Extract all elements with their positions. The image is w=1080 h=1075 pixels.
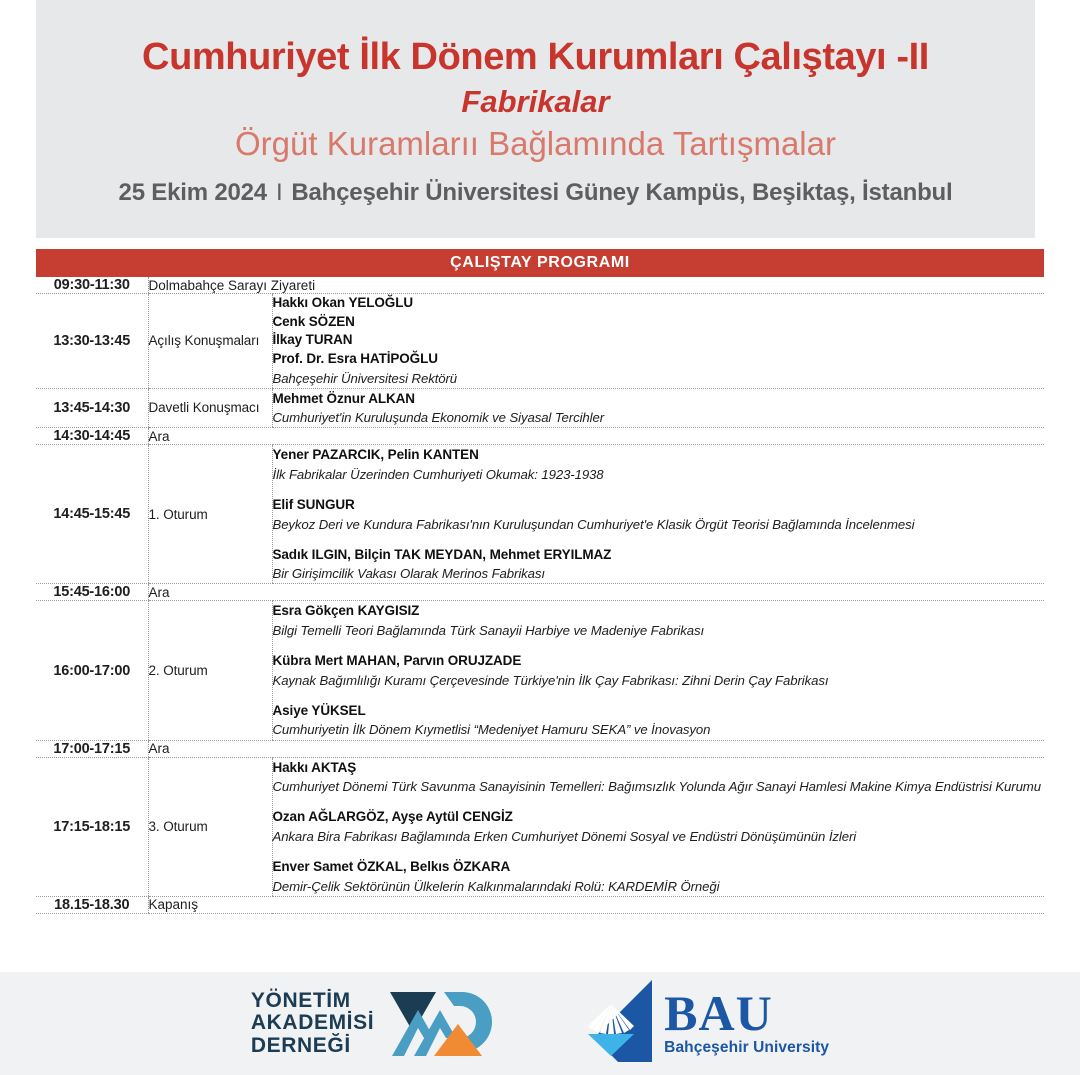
yad-line-2: AKADEMİSİ [250, 1011, 375, 1035]
talk-entry [273, 807, 1045, 846]
bau-acronym: BAU [664, 984, 773, 1041]
row-label: Ara [148, 584, 1044, 601]
row-detail [272, 445, 1044, 584]
row-time: 13:45-14:30 [36, 388, 148, 428]
row-label: Dolmabahçe Sarayı Ziyareti [148, 277, 1044, 294]
table-row [36, 277, 1044, 294]
talk-title: İlk Fabrikalar Üzerinden Cumhuriyeti Okumak: 1923-1938 [272, 466, 604, 482]
table-row [36, 601, 1044, 740]
speaker-name: Mehmet Öznur ALKAN [272, 390, 415, 406]
row-time: 14:45-15:45 [36, 445, 148, 584]
yad-emblem-icon [384, 988, 492, 1060]
talk-title: Kaynak Bağımlılığı Kuramı Çerçevesinde Türkiye'nin İlk Çay Fabrikası: Zihni Derin Çay Fabrikası [272, 672, 829, 688]
row-kind: 3. Oturum [148, 757, 272, 896]
row-detail [272, 388, 1044, 428]
speaker-name: Kübra Mert MAHAN, Parvın ORUJZADE [272, 653, 522, 669]
row-label: Ara [148, 428, 1044, 445]
row-time: 18.15-18.30 [36, 896, 148, 913]
talk-title: Demir-Çelik Sektörünün Ülkelerin Kalkınmalarındaki Rolü: KARDEMİR Örneği [272, 878, 720, 894]
talk-entry [273, 758, 1045, 797]
row-detail [272, 601, 1044, 740]
speaker-name: Hakkı AKTAŞ [272, 759, 357, 775]
table-row [36, 757, 1044, 896]
yad-emblem-svg [384, 988, 492, 1060]
table-row [36, 896, 1044, 913]
speaker-list [273, 294, 1045, 388]
speaker-name: Ozan AĞLARGÖZ, Ayşe Aytül CENGİZ [272, 809, 513, 825]
program-banner [36, 249, 1044, 277]
program-table [36, 277, 1044, 914]
row-time: 13:30-13:45 [36, 294, 148, 389]
table-row [36, 584, 1044, 601]
speaker-name: Hakkı Okan YELOĞLU [272, 295, 413, 310]
yonetim-akademisi-dernegi-logo [251, 988, 492, 1060]
speaker-name: Elif SUNGUR [272, 497, 355, 513]
event-meta [36, 163, 1035, 207]
bau-fullname: Bahçeşehir University [664, 1039, 830, 1057]
row-time: 16:00-17:00 [36, 601, 148, 740]
speaker-name: Sadık ILGIN, Bilçin TAK MEYDAN, Mehmet ERYILMAZ [272, 546, 612, 562]
speaker-name: Esra Gökçen KAYGISIZ [272, 603, 420, 619]
row-kind: Davetli Konuşmacı [148, 388, 272, 428]
row-time: 09:30-11:30 [36, 277, 148, 294]
title-tagline: Örgüt Kuramlarıı Bağlamında Tartışmalar [235, 125, 836, 163]
row-label: Kapanış [148, 896, 1044, 913]
talk-entry [273, 651, 1045, 690]
row-time: 17:00-17:15 [36, 740, 148, 757]
yad-wordmark [251, 990, 374, 1057]
yad-line-1: YÖNETİM [250, 989, 351, 1013]
talk-entry [273, 495, 1045, 534]
talk-title: Bilgi Temelli Teori Bağlamında Türk Sanayii Harbiye ve Madeniye Fabrikası [272, 623, 705, 639]
yad-line-3: DERNEĞİ [250, 1033, 351, 1057]
speaker-name: İlkay TURAN [272, 332, 353, 348]
row-detail [272, 294, 1044, 389]
program-banner-label: ÇALIŞTAY PROGRAMI [450, 254, 630, 271]
talk-entry [273, 545, 1045, 584]
talk-title: Cumhuriyetin İlk Dönem Kıymetlisi “Medeniyet Hamuru SEKA” ve İnovasyon [272, 722, 711, 738]
bau-diamond-icon [570, 980, 652, 1067]
row-kind: 2. Oturum [148, 601, 272, 740]
poster-header [36, 0, 1035, 238]
talk-title: Ankara Bira Fabrikası Bağlamında Erken Cumhuriyet Dönemi Sosyal ve Endüstri Dönüşümünün İzleri [272, 828, 857, 844]
program-table-body [36, 277, 1044, 913]
table-row [36, 445, 1044, 584]
row-label: Ara [148, 740, 1044, 757]
row-kind: 1. Oturum [148, 445, 272, 584]
row-time: 15:45-16:00 [36, 584, 148, 601]
event-venue: Bahçeşehir Üniversitesi Güney Kampüs, Beşiktaş, İstanbul [291, 178, 953, 206]
title-subtitle-italic: Fabrikalar [461, 83, 610, 119]
bau-wordmark [664, 984, 830, 1058]
speaker-name: Cenk SÖZEN [272, 313, 355, 329]
talk-title: Cumhuriyet'in Kuruluşunda Ekonomik ve Siyasal Tercihler [272, 410, 605, 426]
table-row [36, 294, 1044, 389]
table-row [36, 388, 1044, 428]
table-row [36, 428, 1044, 445]
speaker-affiliation: Bahçeşehir Üniversitesi Rektörü [272, 370, 458, 386]
event-date: 25 Ekim 2024 [118, 178, 267, 206]
speaker-name: Yener PAZARCIK, Pelin KANTEN [272, 447, 479, 463]
row-detail [272, 757, 1044, 896]
speaker-name: Prof. Dr. Esra HATİPOĞLU [272, 350, 438, 366]
bahcesehir-university-logo [570, 980, 829, 1067]
footer-logos [0, 972, 1080, 1075]
talk-entry [273, 389, 1045, 428]
row-time: 17:15-18:15 [36, 757, 148, 896]
talk-entry [273, 601, 1045, 640]
speaker-name: Enver Samet ÖZKAL, Belkıs ÖZKARA [272, 858, 511, 874]
row-time: 14:30-14:45 [36, 428, 148, 445]
speaker-name: Asiye YÜKSEL [272, 702, 366, 718]
talk-entry [273, 445, 1045, 484]
talk-title: Bir Girişimcilik Vakası Olarak Merinos Fabrikası [272, 566, 545, 582]
talk-entry [273, 857, 1045, 896]
row-kind: Açılış Konuşmaları [148, 294, 272, 389]
table-row [36, 740, 1044, 757]
page-title: Cumhuriyet İlk Dönem Kurumları Çalıştayı -II [142, 36, 929, 78]
talk-title: Cumhuriyet Dönemi Türk Savunma Sanayisinin Temelleri: Bağımsızlık Yolunda Ağır Sanayi Hamlesi Makine Kimya Endüstrisi Kurumu [272, 779, 1041, 795]
footer-gap [0, 958, 1080, 972]
bau-diamond-svg [570, 980, 652, 1062]
talk-title: Beykoz Deri ve Kundura Fabrikası'nın Kuruluşundan Cumhuriyet'e Klasik Örgüt Teorisi Bağlamında İncelenmesi [272, 516, 915, 532]
meta-separator: I [275, 178, 283, 206]
talk-entry [273, 701, 1045, 740]
